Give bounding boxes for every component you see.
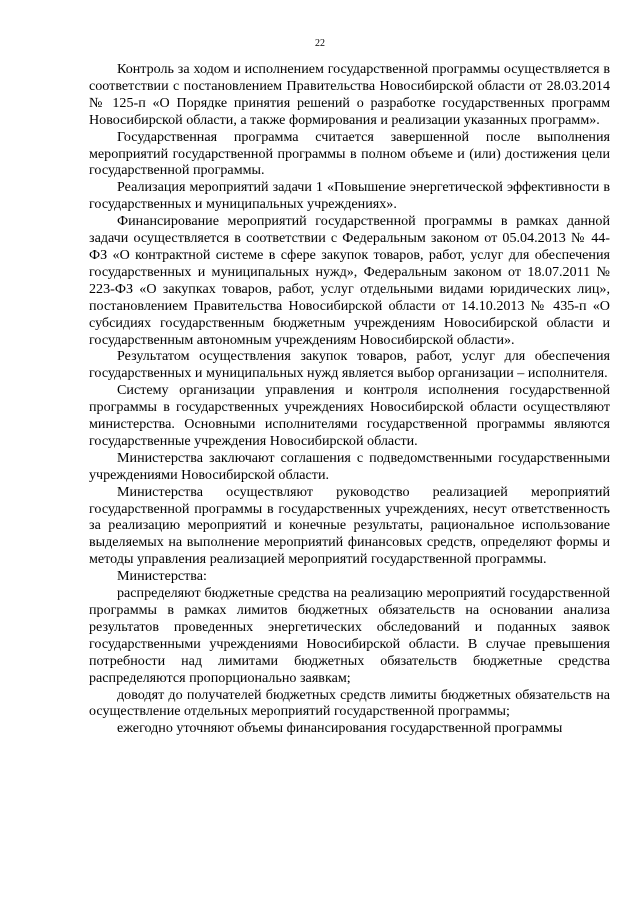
paragraph-completion: Государственная программа считается завершенной после выполнения мероприятий государственной программы в полном объеме и (или) достижения цели государственной программы.: [89, 128, 610, 179]
paragraph-agreements: Министерства заключают соглашения с подведомственными государственными учреждениями Новосибирской области.: [89, 449, 610, 483]
paragraph-bring-limits: доводят до получателей бюджетных средств лимиты бюджетных обязательств на осуществление отдельных мероприятий государственной программы;: [89, 686, 610, 720]
paragraph-ministries-leadership: Министерства осуществляют руководство реализацией мероприятий государственной программы в государственных учреждениях, несут ответственность за реализацию мероприятий и конечные результаты, рациональное использование выделяемых на выполнение мероприятий финансовых средств, определяют формы и методы управления реализацией мероприятий государственной программы.: [89, 483, 610, 568]
body-text: [89, 61, 610, 737]
paragraph-financing: Финансирование мероприятий государственной программы в рамках данной задачи осуществляется в соответствии с Федеральным законом от 05.04.2013 № 44-ФЗ «О контрактной системе в сфере закупок товаров, работ, услуг для обеспечения государственных и муниципальных нужд», Федеральным законом от 18.07.2011 № 223-ФЗ «О закупках товаров, работ, услуг отдельными видами юридических лиц», постановлением Правительства Новосибирской области от 14.10.2013 № 435-п «О субсидиях государственным бюджетным учреждениям Новосибирской области и государственным автономным учреждениям Новосибирской области».: [89, 213, 610, 348]
paragraph-monitoring: Контроль за ходом и исполнением государственной программы осуществляется в соответствии с постановлением Правительства Новосибирской области от 28.03.2014 № 125-п «О Порядке принятия решений о разработке государственных программ Новосибирской области, а также формирования и реализации указанных программ».: [89, 61, 610, 128]
paragraph-annual-clarify: ежегодно уточняют объемы финансирования государственной программы: [117, 720, 563, 737]
paragraph-procurement-result: Результатом осуществления закупок товаров, работ, услуг для обеспечения государственных и муниципальных нужд является выбор организации – исполнителя.: [89, 348, 610, 382]
page-number: 22: [315, 38, 325, 49]
paragraph-management-system: Систему организации управления и контроля исполнения государственной программы в государственных учреждениях Новосибирской области осуществляют министерства. Основными исполнителями государственной программы являются государственные учреждения Новосибирской области.: [89, 382, 610, 449]
paragraph-distribute-funds: распределяют бюджетные средства на реализацию мероприятий государственной программы в рамках лимитов бюджетных обязательств на основании анализа результатов проведенных энергетических обследований и поданных заявок государственными учреждениями Новосибирской области. В случае превышения потребности над лимитами бюджетных обязательств бюджетные средства распределяются пропорционально заявкам;: [89, 585, 610, 686]
paragraph-ministries-heading: Министерства:: [117, 568, 207, 585]
paragraph-task-1: Реализация мероприятий задачи 1 «Повышение энергетической эффективности в государственных и муниципальных учреждениях».: [89, 179, 610, 213]
